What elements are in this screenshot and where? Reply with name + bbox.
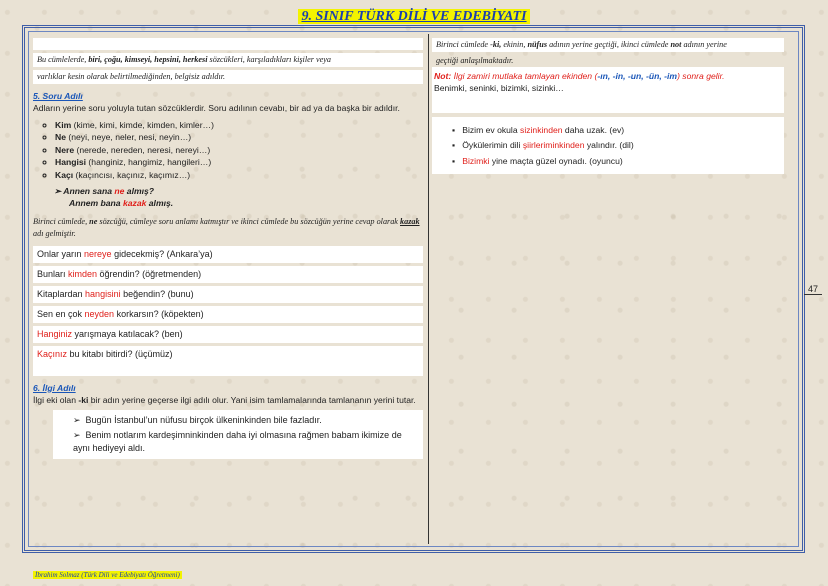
text: daha uzak. (ev) <box>562 124 625 135</box>
text: Kitaplardan <box>37 288 86 299</box>
text: Birinci cümlede, <box>33 216 90 226</box>
text: ekinin, <box>501 40 528 49</box>
soru-adili-heading: 5. Soru Adılı <box>33 90 83 101</box>
footer-author: İbrahim Solmaz (Türk Dili ve Edebiyatı Öğretmeni) <box>35 571 180 579</box>
text: ) sonra gelir. <box>677 70 725 81</box>
text: (kaçıncısı, kaçınız, kaçımız…) <box>73 169 191 180</box>
list-item <box>452 139 780 151</box>
arrow-icon: ➢ <box>54 185 64 196</box>
soru-adili-definition: Adların yerine soru yoluyla tutan sözcüklerdir. Soru adılının cevabı, bir ad ya da başka bir adıldır. <box>33 103 400 114</box>
text: Annem bana <box>69 198 123 209</box>
ilgi-note-line2: geçtiği anlaşılmaktadır. <box>436 55 514 65</box>
text: Annen sana <box>63 185 115 196</box>
text: Bugün İstanbul’un nüfusu birçok ülkeninkinden bile fazladır. <box>85 414 322 425</box>
text: (kime, kimi, kimde, kimden, kimler…) <box>71 119 215 130</box>
list-item <box>55 144 423 156</box>
text-bold: biri, çoğu, kimseyi, hepsini, herkesi <box>88 55 208 64</box>
text: (neyi, neye, neler, nesi, neyin…) <box>66 132 192 143</box>
text: Benim notlarım kardeşimninkinden daha iyi olmasına rağmen babam ikimize de aynı hediyeyi aldı. <box>73 429 402 453</box>
arrow-icon: ➢ <box>73 414 86 425</box>
empty-box <box>33 38 423 50</box>
text: öğrendin? (öğretmenden) <box>97 268 202 279</box>
ilgi-note-line1 <box>432 38 784 52</box>
arrow-icon: ➢ <box>73 429 86 440</box>
ilgi-bullet-box <box>432 117 784 174</box>
text: yalındır. (dil) <box>584 140 634 151</box>
soru-adili-list <box>33 119 423 181</box>
text-red: sizinkinden <box>520 124 563 135</box>
question-box <box>33 326 423 343</box>
question-box <box>33 246 423 263</box>
text: sözcüğü, cümleye soru anlamı katmıştır ve ikinci cümlede bu sözcüğün yerine cevap olarak <box>97 216 400 226</box>
text-bold: kazak <box>400 216 420 226</box>
example-answer <box>54 197 423 209</box>
text-red: Hanginiz <box>37 328 73 339</box>
text: yine maçta güzel oynadı. (oyuncu) <box>489 155 623 166</box>
text-bold: not <box>670 40 682 49</box>
example-dialogue <box>33 185 423 210</box>
column-divider <box>428 34 429 544</box>
suffix-list: -ın, -in, -un, -ün, -im <box>597 70 678 81</box>
text-red: Kaçınız <box>37 348 68 359</box>
text-red: ne <box>114 185 125 196</box>
text: Onlar yarın <box>37 248 85 259</box>
text: sözcükleri, karşıladıkları kişiler veya <box>207 55 331 64</box>
text-red: nereye <box>84 248 112 259</box>
bullet-icon: ▪ <box>452 140 463 151</box>
text: bu kitabı bitirdi? (üçümüz) <box>67 348 173 359</box>
bullet-icon: ▪ <box>452 124 463 135</box>
text: Öykülerimin dili <box>462 140 523 151</box>
text-bold: -ki <box>78 395 89 406</box>
not-line <box>434 70 782 82</box>
list-item <box>55 169 423 181</box>
text-bold: Kaçı <box>55 169 74 180</box>
bullet-icon: ▪ <box>452 155 463 166</box>
question-box <box>33 306 423 323</box>
question-box <box>33 346 423 376</box>
text-bold: -ki, <box>490 40 502 49</box>
text-red: kazak <box>122 198 147 209</box>
list-item <box>55 131 423 143</box>
text: (nerede, nereden, neresi, nereyi…) <box>74 144 211 155</box>
text: Bu cümlelerde, <box>37 55 89 64</box>
ilgi-adili-definition <box>33 394 423 406</box>
text-bold: nüfus <box>527 40 548 49</box>
ilgi-adili-heading: 6. İlgi Adılı <box>33 382 76 393</box>
text-bold: Hangisi <box>55 157 87 168</box>
text: almış? <box>124 185 155 196</box>
list-item <box>55 119 423 131</box>
page-title: 9. SINIF TÜRK DİLİ VE EDEBİYATI <box>298 9 529 24</box>
ilgi-examples <box>53 410 423 459</box>
example-question <box>54 185 423 197</box>
list-item <box>73 414 415 427</box>
pronoun-list: Benimki, seninki, bizimki, sizinki… <box>434 83 564 94</box>
belgisiz-summary-line2: varlıklar kesin olarak belirtilmediğinden, belgisiz adıldır. <box>33 70 423 84</box>
page-header <box>0 7 828 25</box>
not-label: Not: <box>434 70 452 81</box>
list-item <box>55 156 423 168</box>
right-column <box>432 38 784 177</box>
text-red: neyden <box>84 308 115 319</box>
page-number: 47 <box>804 284 822 295</box>
text-bold: ne <box>89 216 98 226</box>
text: adının yerine geçtiği, ikinci cümlede <box>547 40 671 49</box>
belgisiz-summary-line1 <box>33 53 423 67</box>
text: İlgi zamiri mutlaka tamlayan ekinden ( <box>451 70 598 81</box>
text: beğendin? (bunu) <box>120 288 194 299</box>
list-item <box>452 124 780 136</box>
text: yarışmaya katılacak? (ben) <box>72 328 183 339</box>
text: almış. <box>146 198 174 209</box>
text-red: kimden <box>68 268 98 279</box>
text-red: Bizimki <box>462 155 490 166</box>
question-box <box>33 266 423 283</box>
left-column <box>33 38 423 459</box>
soru-explanation <box>33 216 423 240</box>
text-red: şiirleriminkinden <box>522 140 585 151</box>
text: adının yerine <box>681 40 727 49</box>
text: korkarsın? (köpekten) <box>114 308 204 319</box>
text: adı gelmiştir. <box>33 228 76 238</box>
list-item <box>73 429 415 455</box>
text: (hanginiz, hangimiz, hangileri…) <box>86 157 212 168</box>
text: Sen en çok <box>37 308 85 319</box>
text: bir adın yerine geçerse ilgi adılı olur. Yani isim tamlamalarında tamlananın yerini tutar. <box>88 395 416 406</box>
text-red: hangisini <box>85 288 121 299</box>
question-box <box>33 286 423 303</box>
text-bold: Kim <box>55 119 72 130</box>
text: İlgi eki olan <box>33 395 79 406</box>
text: gidecekmiş? (Ankara’ya) <box>111 248 213 259</box>
text: Bizim ev okula <box>462 124 521 135</box>
text-bold: Nere <box>55 144 75 155</box>
text: Birinci cümlede <box>436 40 491 49</box>
text: Bunları <box>37 268 69 279</box>
text-bold: Ne <box>55 132 66 143</box>
list-item <box>452 155 780 167</box>
not-box <box>432 67 784 113</box>
